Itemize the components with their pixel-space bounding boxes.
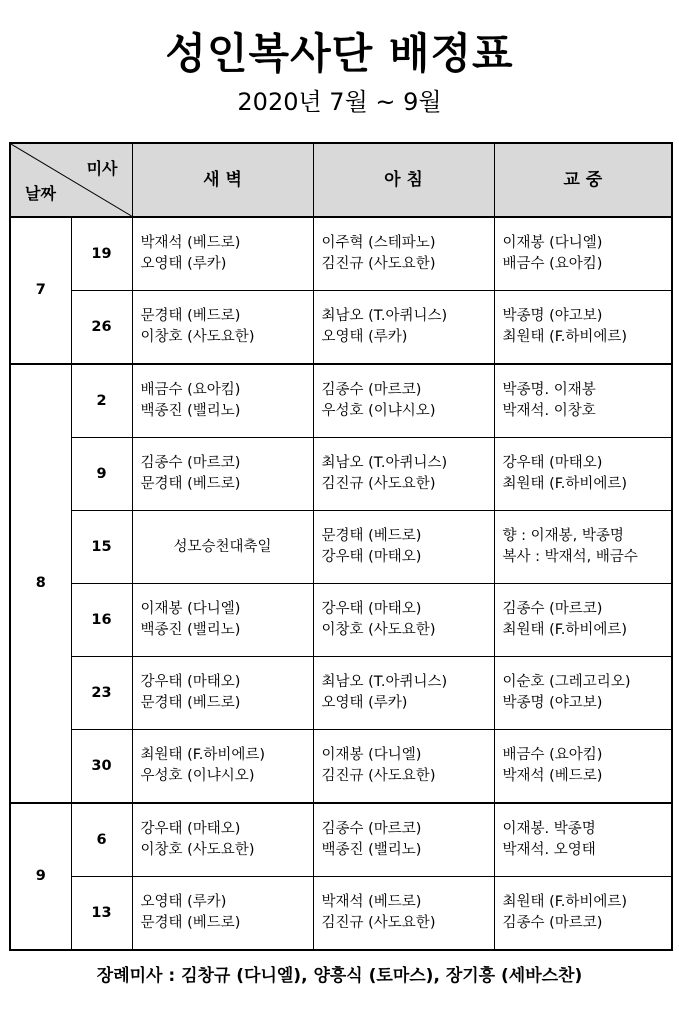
assignment-line: 이재봉 (다니엘)	[140, 601, 241, 617]
assignment-line: 배금수 (요아킴)	[140, 382, 241, 398]
table-row	[10, 511, 672, 584]
assignment-line: 강우태 (마태오)	[321, 601, 422, 617]
assignment-line: 최원태 (F.하비에르)	[140, 747, 266, 763]
assignment-cell-c2	[313, 511, 494, 584]
table-row	[10, 584, 672, 657]
assignment-line: 오영태 (루카)	[321, 329, 408, 345]
assignment-line: 박종명 (야고보)	[502, 308, 603, 324]
page-subtitle: 2020년 7월 ~ 9월	[237, 88, 442, 116]
assignment-cell-c3	[494, 438, 672, 511]
assignment-cell-c2	[313, 657, 494, 730]
day-cell: 23	[71, 657, 132, 730]
assignment-cell-c1	[132, 511, 313, 584]
header-date-label: 날짜	[25, 184, 56, 203]
assignment-line: 우성호 (이냐시오)	[321, 403, 436, 419]
assignment-line: 우성호 (이냐시오)	[140, 768, 255, 784]
table-row	[10, 438, 672, 511]
assignment-line: 박재석. 이창호	[502, 403, 596, 419]
table-header-row	[10, 143, 672, 217]
assignment-line: 최남오 (T.아퀴니스)	[321, 455, 448, 471]
assignment-line: 김종수 (마르코)	[502, 601, 603, 617]
assignment-line: 오영태 (루카)	[140, 256, 227, 272]
assignment-line: 강우태 (마태오)	[502, 455, 603, 471]
assignment-line: 문경태 (베드로)	[140, 695, 241, 711]
assignment-line: 성모승천대축일	[173, 538, 272, 555]
header-mass-label: 미사	[86, 159, 118, 178]
assignment-line: 박재석. 오영태	[502, 842, 596, 858]
schedule-table	[9, 142, 673, 951]
assignment-line: 이주혁 (스테파노)	[321, 235, 436, 251]
assignment-cell-c2	[313, 803, 494, 877]
assignment-cell-c1	[132, 438, 313, 511]
assignment-line: 강우태 (마태오)	[140, 674, 241, 690]
assignment-line: 오영태 (루카)	[140, 894, 227, 910]
assignment-cell-c1	[132, 584, 313, 657]
assignment-line: 이창호 (사도요한)	[321, 622, 436, 638]
assignment-line: 이순호 (그레고리오)	[502, 674, 631, 690]
diagonal-line	[11, 144, 132, 216]
assignment-cell-c1	[132, 877, 313, 951]
assignment-line: 향 : 이재봉, 박종명	[502, 528, 624, 544]
assignment-cell-c1	[132, 730, 313, 804]
assignment-cell-c1	[132, 291, 313, 365]
assignment-line: 박종명 (야고보)	[502, 695, 603, 711]
day-cell: 30	[71, 730, 132, 804]
funeral-mass-note: 장례미사 : 김창규 (다니엘), 양흥식 (토마스), 장기흥 (세바스찬)	[96, 966, 583, 986]
assignment-cell-c2	[313, 584, 494, 657]
assignment-line: 최원태 (F.하비에르)	[502, 329, 628, 345]
table-row	[10, 730, 672, 804]
assignment-line: 최남오 (T.아퀴니스)	[321, 674, 448, 690]
assignment-cell-c3	[494, 511, 672, 584]
assignment-line: 배금수 (요아킴)	[502, 256, 603, 272]
assignment-line: 백종진 (밸리노)	[321, 842, 422, 858]
assignment-cell-c2	[313, 291, 494, 365]
day-cell: 16	[71, 584, 132, 657]
table-row	[10, 803, 672, 877]
assignment-line: 박재석 (베드로)	[502, 768, 603, 784]
header-corner-cell	[10, 143, 132, 217]
assignment-line: 복사 : 박재석, 배금수	[502, 549, 638, 565]
assignment-cell-c2	[313, 438, 494, 511]
assignment-line: 오영태 (루카)	[321, 695, 408, 711]
assignment-line: 최원태 (F.하비에르)	[502, 894, 628, 910]
day-cell: 9	[71, 438, 132, 511]
assignment-cell-c3	[494, 730, 672, 804]
assignment-cell-c3	[494, 877, 672, 951]
day-cell: 19	[71, 217, 132, 291]
assignment-cell-c3	[494, 364, 672, 438]
assignment-cell-c1	[132, 657, 313, 730]
assignment-cell-c2	[313, 217, 494, 291]
header-parish: 교 중	[494, 143, 672, 217]
header-dawn: 새 벽	[132, 143, 313, 217]
assignment-line: 김진규 (사도요한)	[321, 256, 436, 272]
assignment-line: 김진규 (사도요한)	[321, 915, 436, 931]
assignment-line: 백종진 (밸리노)	[140, 403, 241, 419]
month-cell: 7	[10, 217, 71, 364]
header-morning: 아 침	[313, 143, 494, 217]
assignment-line: 김진규 (사도요한)	[321, 476, 436, 492]
month-cell: 9	[10, 803, 71, 950]
assignment-line: 문경태 (베드로)	[140, 476, 241, 492]
assignment-cell-c1	[132, 803, 313, 877]
assignment-line: 최원태 (F.하비에르)	[502, 476, 628, 492]
table-row	[10, 291, 672, 365]
assignment-line: 김진규 (사도요한)	[321, 768, 436, 784]
table-row	[10, 217, 672, 291]
assignment-line: 김종수 (마르코)	[140, 455, 241, 471]
assignment-line: 이창호 (사도요한)	[140, 842, 255, 858]
day-cell: 6	[71, 803, 132, 877]
assignment-cell-c1	[132, 217, 313, 291]
assignment-line: 문경태 (베드로)	[140, 915, 241, 931]
month-cell: 8	[10, 364, 71, 803]
assignment-line: 이재봉 (다니엘)	[502, 235, 603, 251]
assignment-line: 문경태 (베드로)	[140, 308, 241, 324]
assignment-cell-c3	[494, 291, 672, 365]
assignment-line: 이재봉. 박종명	[502, 821, 596, 837]
assignment-line: 김종수 (마르코)	[321, 821, 422, 837]
assignment-cell-c3	[494, 803, 672, 877]
assignment-line: 박재석 (베드로)	[321, 894, 422, 910]
assignment-line: 문경태 (베드로)	[321, 528, 422, 544]
assignment-line: 최원태 (F.하비에르)	[502, 622, 628, 638]
assignment-line: 이창호 (사도요한)	[140, 329, 255, 345]
table-row	[10, 657, 672, 730]
assignment-cell-c3	[494, 657, 672, 730]
assignment-line: 배금수 (요아킴)	[502, 747, 603, 763]
assignment-line: 최남오 (T.아퀴니스)	[321, 308, 448, 324]
day-cell: 15	[71, 511, 132, 584]
schedule-body	[10, 217, 672, 950]
assignment-line: 강우태 (마태오)	[321, 549, 422, 565]
day-cell: 26	[71, 291, 132, 365]
assignment-cell-c2	[313, 877, 494, 951]
assignment-line: 박재석 (베드로)	[140, 235, 241, 251]
assignment-line: 박종명. 이재봉	[502, 382, 596, 398]
table-row	[10, 364, 672, 438]
assignment-line: 김종수 (마르코)	[502, 915, 603, 931]
assignment-cell-c1	[132, 364, 313, 438]
assignment-cell-c3	[494, 217, 672, 291]
day-cell: 2	[71, 364, 132, 438]
day-cell: 13	[71, 877, 132, 951]
assignment-line: 백종진 (밸리노)	[140, 622, 241, 638]
assignment-line: 김종수 (마르코)	[321, 382, 422, 398]
assignment-cell-c2	[313, 730, 494, 804]
table-row	[10, 877, 672, 951]
assignment-line: 이재봉 (다니엘)	[321, 747, 422, 763]
assignment-line: 강우태 (마태오)	[140, 821, 241, 837]
assignment-cell-c3	[494, 584, 672, 657]
assignment-cell-c2	[313, 364, 494, 438]
page-title: 성인복사단 배정표	[165, 29, 514, 78]
